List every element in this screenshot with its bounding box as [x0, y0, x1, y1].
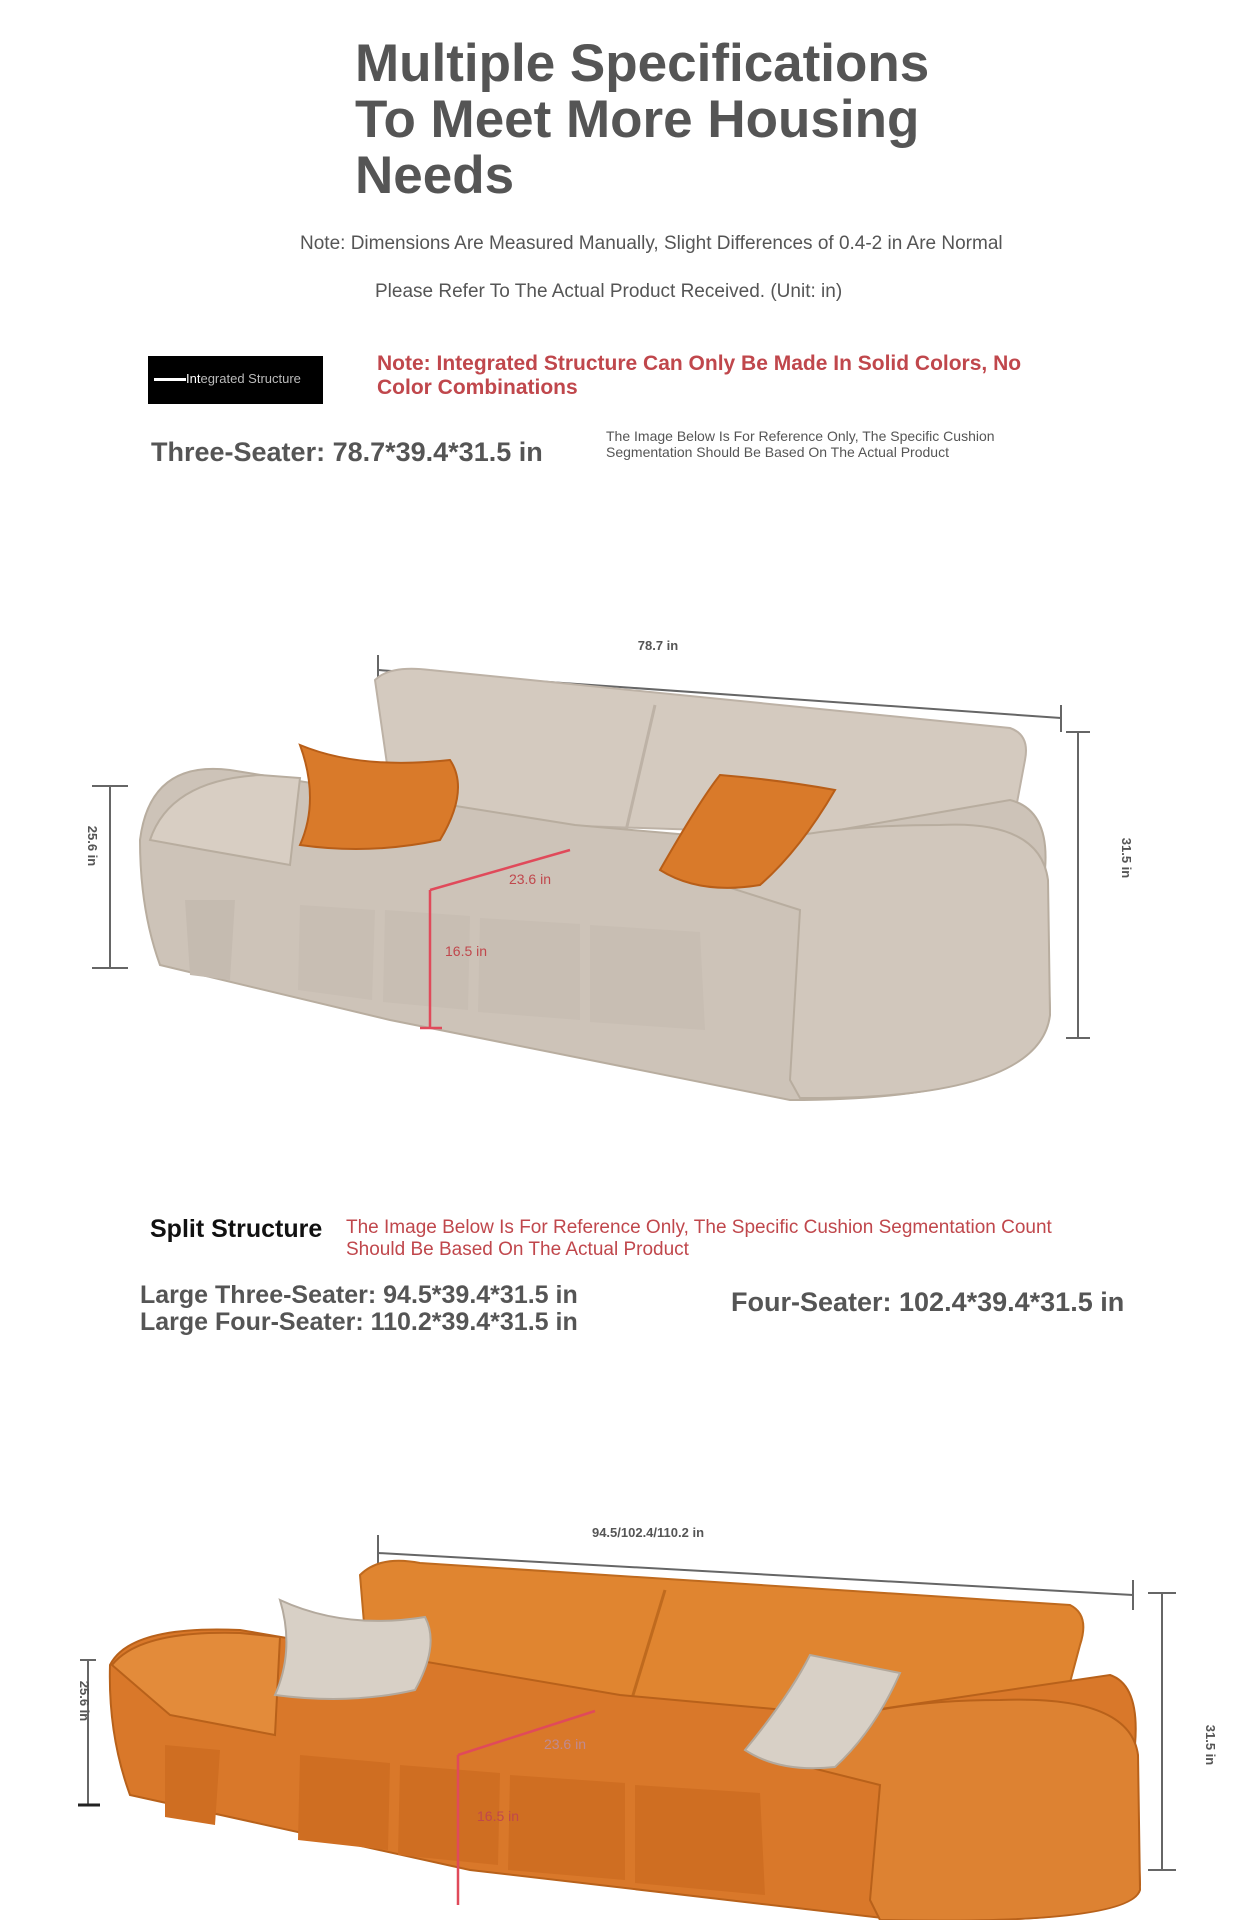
badge-label-start: Int	[186, 371, 201, 386]
seat-height-label: 16.5 in	[477, 1808, 520, 1824]
four-seater-spec: Four-Seater: 102.4*39.4*31.5 in	[731, 1287, 1125, 1317]
reference-note-integrated: The Image Below Is For Reference Only, The Specific Cushion Segmentation Should Be Based On The Actual Product	[606, 428, 995, 460]
integrated-structure-badge	[148, 356, 323, 404]
back-height-label: 25.6 in	[85, 825, 100, 867]
actual-product-note: Please Refer To The Actual Product Received. (Unit: in)	[375, 281, 843, 302]
solid-color-note: Note: Integrated Structure Can Only Be Made In Solid Colors, No Color Combinations	[377, 352, 1022, 399]
measurement-note: Note: Dimensions Are Measured Manually, Slight Differences of 0.4-2 in Are Normal	[300, 233, 1003, 254]
split-structure-title: Split Structure	[150, 1215, 323, 1243]
split-sofa-diagram	[0, 1505, 1240, 1920]
width-label: 78.7 in	[637, 638, 679, 653]
three-seater-sofa-diagram	[0, 610, 1240, 1130]
back-height-label: 25.6 in	[77, 1680, 92, 1722]
depth-label: 23.6 in	[508, 871, 552, 887]
page-title: Multiple Specifications To Meet More Housing Needs	[355, 34, 930, 205]
left-pillow	[300, 745, 458, 849]
height-label: 31.5 in	[1119, 837, 1134, 879]
seat-height-label: 16.5 in	[445, 943, 488, 959]
badge-label-end: egrated Structure	[200, 371, 301, 386]
three-seater-spec: Three-Seater: 78.7*39.4*31.5 in	[151, 437, 543, 467]
height-label: 31.5 in	[1203, 1724, 1218, 1766]
width-label: 94.5/102.4/110.2 in	[591, 1525, 705, 1540]
reference-note-split: The Image Below Is For Reference Only, The Specific Cushion Segmentation Count Should Be Based On The Actual Product	[346, 1217, 1052, 1260]
large-seater-specs: Large Three-Seater: 94.5*39.4*31.5 in Large Four-Seater: 110.2*39.4*31.5 in	[140, 1281, 578, 1336]
badge-line-icon	[154, 378, 186, 381]
depth-label: 23.6 in	[543, 1736, 587, 1752]
badge-label	[186, 371, 301, 386]
